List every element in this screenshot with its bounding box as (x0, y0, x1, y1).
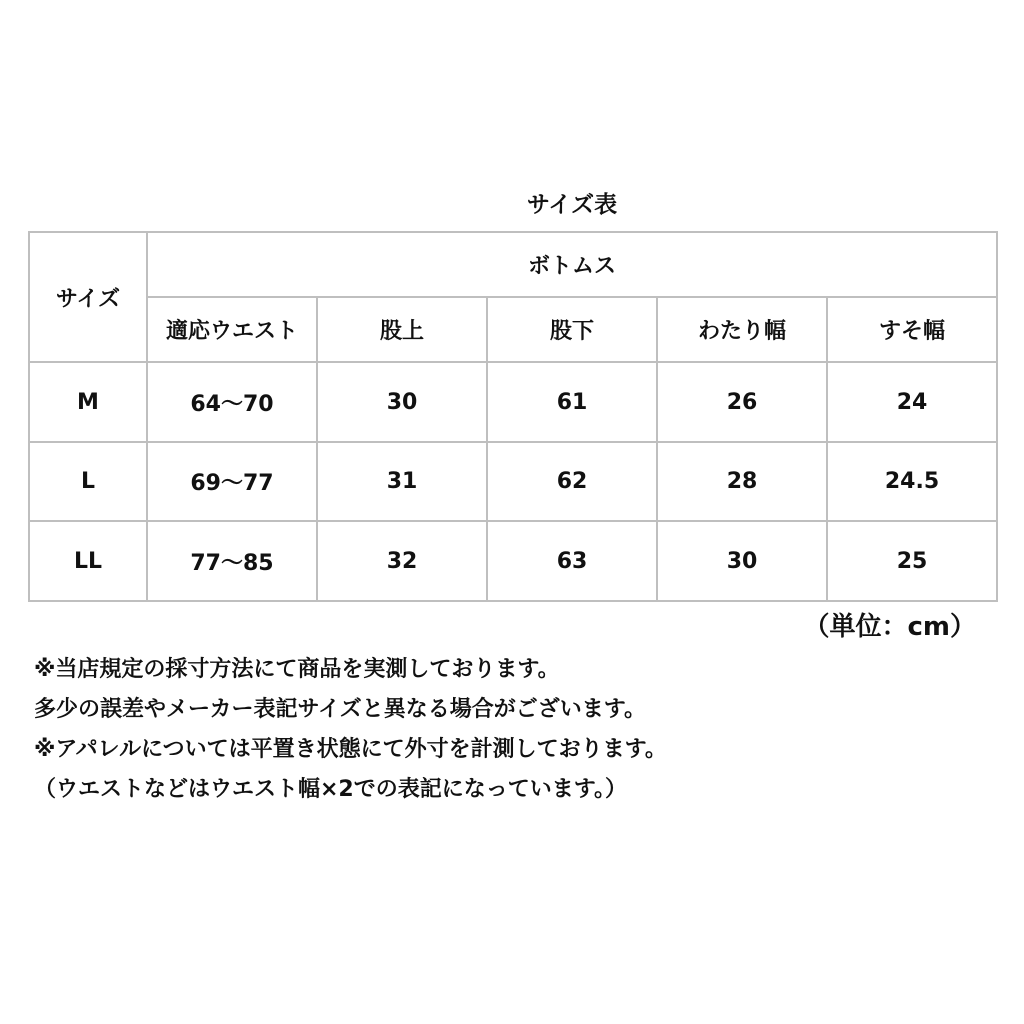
table-cell: 62 (487, 442, 657, 521)
size-table (28, 231, 998, 602)
header-row-group (29, 232, 997, 297)
row-size: M (29, 362, 147, 442)
table-cell: 24 (827, 362, 997, 442)
table-cell: 26 (657, 362, 827, 442)
column-header: 股下 (487, 297, 657, 362)
table-cell: 28 (657, 442, 827, 521)
column-header: すそ幅 (827, 297, 997, 362)
table-cell: 77〜85 (147, 521, 317, 601)
table-cell: 69〜77 (147, 442, 317, 521)
column-header: わたり幅 (657, 297, 827, 362)
table-row (29, 521, 997, 601)
table-cell: 24.5 (827, 442, 997, 521)
note-line: ※アパレルについては平置き状態にて外寸を計測しております。 (34, 737, 667, 762)
table-cell: 30 (657, 521, 827, 601)
table-title: サイズ表 (526, 192, 618, 218)
group-header: ボトムス (147, 232, 997, 297)
table-cell: 25 (827, 521, 997, 601)
table-cell: 64〜70 (147, 362, 317, 442)
size-header: サイズ (29, 232, 147, 362)
column-header: 適応ウエスト (147, 297, 317, 362)
row-size: L (29, 442, 147, 521)
table-cell: 61 (487, 362, 657, 442)
table-row (29, 442, 997, 521)
header-row-columns (29, 297, 997, 362)
row-size: LL (29, 521, 147, 601)
table-cell: 63 (487, 521, 657, 601)
unit-label: （単位：cm） (803, 612, 976, 642)
table-cell: 30 (317, 362, 487, 442)
table-cell: 32 (317, 521, 487, 601)
note-line: 多少の誤差やメーカー表記サイズと異なる場合がございます。 (34, 697, 647, 722)
note-line: ※当店規定の採寸方法にて商品を実測しております。 (34, 657, 560, 682)
column-header: 股上 (317, 297, 487, 362)
notes (34, 650, 667, 810)
table-cell: 31 (317, 442, 487, 521)
table-row (29, 362, 997, 442)
note-line: （ウエストなどはウエスト幅×2での表記になっています。） (34, 777, 627, 802)
